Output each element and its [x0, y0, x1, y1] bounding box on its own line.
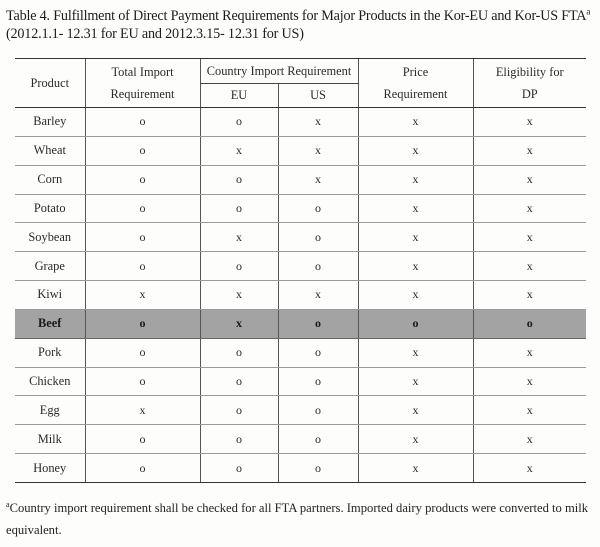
footnote-text: Country import requirement shall be checked for all FTA partners. Imported dairy products were converted to milk equivalent. — [6, 501, 589, 537]
eligibility-cell: x — [473, 223, 586, 252]
header-country-import-label: Country Import Requirement — [206, 63, 352, 78]
header-total-import-line1: Total Import — [111, 65, 174, 79]
total-import-cell: o — [85, 165, 200, 194]
price-cell: x — [358, 165, 473, 194]
eu-cell: o — [200, 396, 278, 425]
caption-superscript: a — [586, 6, 591, 17]
table-header — [15, 59, 586, 108]
eligibility-cell: x — [473, 194, 586, 223]
product-cell: Milk — [15, 425, 85, 454]
price-cell: x — [358, 223, 473, 252]
eu-cell: o — [200, 194, 278, 223]
eligibility-cell: x — [473, 165, 586, 194]
header-country-import — [200, 59, 358, 84]
table-row — [15, 367, 586, 396]
us-cell: x — [278, 165, 358, 194]
header-eu-label: EU — [230, 88, 248, 102]
table-caption — [6, 7, 592, 43]
total-import-cell: o — [85, 108, 200, 137]
eligibility-cell: x — [473, 454, 586, 483]
caption-line-2: (2012.1.1- 12.31 for EU and 2012.3.15- 12.31 for US) — [6, 26, 304, 42]
table-row — [15, 396, 586, 425]
eligibility-cell: x — [473, 136, 586, 165]
total-import-cell: o — [85, 425, 200, 454]
us-cell: o — [278, 252, 358, 281]
us-cell: o — [278, 309, 358, 338]
total-import-cell: x — [85, 396, 200, 425]
total-import-cell: o — [85, 136, 200, 165]
price-cell: x — [358, 136, 473, 165]
total-import-cell: o — [85, 252, 200, 281]
price-cell: x — [358, 367, 473, 396]
table-body — [15, 108, 586, 483]
product-cell: Egg — [15, 396, 85, 425]
eu-cell: x — [200, 281, 278, 310]
price-cell: x — [358, 108, 473, 137]
caption-title: Table 4. Fulfillment of Direct Payment Requirements for Major Products in the Kor-EU and Kor-US FTA — [6, 8, 587, 24]
us-cell: o — [278, 396, 358, 425]
header-eligibility — [473, 59, 586, 108]
header-product-label: Product — [30, 75, 70, 90]
price-cell: x — [358, 454, 473, 483]
eu-cell: x — [200, 223, 278, 252]
total-import-cell: o — [85, 338, 200, 367]
header-eligibility-line2: DP — [521, 87, 538, 101]
table-row — [15, 338, 586, 367]
table-row — [15, 108, 586, 137]
eligibility-cell: x — [473, 425, 586, 454]
eligibility-cell: x — [473, 252, 586, 281]
caption-line-1 — [6, 7, 592, 25]
product-cell: Kiwi — [15, 281, 85, 310]
eligibility-cell: x — [473, 281, 586, 310]
product-cell: Pork — [15, 338, 85, 367]
header-us-label: US — [310, 88, 326, 102]
table-row — [15, 223, 586, 252]
us-cell: o — [278, 367, 358, 396]
price-cell: x — [358, 252, 473, 281]
us-cell: o — [278, 194, 358, 223]
price-cell: x — [358, 194, 473, 223]
us-cell: x — [278, 281, 358, 310]
us-cell: o — [278, 223, 358, 252]
header-price — [358, 59, 473, 108]
eligibility-cell: x — [473, 367, 586, 396]
product-cell: Honey — [15, 454, 85, 483]
header-eligibility-line1: Eligibility for — [495, 65, 564, 79]
table-row — [15, 425, 586, 454]
header-price-line1: Price — [402, 65, 429, 79]
total-import-cell: x — [85, 281, 200, 310]
eligibility-cell: x — [473, 396, 586, 425]
table-row — [15, 281, 586, 310]
us-cell: x — [278, 108, 358, 137]
eu-cell: o — [200, 252, 278, 281]
header-total-import — [85, 59, 200, 108]
total-import-cell: o — [85, 309, 200, 338]
requirements-table — [15, 58, 586, 483]
eu-cell: o — [200, 165, 278, 194]
us-cell: o — [278, 454, 358, 483]
us-cell: x — [278, 136, 358, 165]
header-product — [15, 59, 85, 108]
total-import-cell: o — [85, 454, 200, 483]
product-cell: Potato — [15, 194, 85, 223]
eligibility-cell: x — [473, 338, 586, 367]
total-import-cell: o — [85, 223, 200, 252]
price-cell: x — [358, 425, 473, 454]
eu-cell: o — [200, 367, 278, 396]
table-row — [15, 309, 586, 338]
price-cell: x — [358, 338, 473, 367]
eu-cell: o — [200, 454, 278, 483]
header-us — [278, 84, 358, 108]
eu-cell: x — [200, 309, 278, 338]
eu-cell: o — [200, 338, 278, 367]
us-cell: o — [278, 338, 358, 367]
price-cell: x — [358, 396, 473, 425]
table-row — [15, 194, 586, 223]
price-cell: o — [358, 309, 473, 338]
product-cell: Soybean — [15, 223, 85, 252]
total-import-cell: o — [85, 194, 200, 223]
eu-cell: o — [200, 108, 278, 137]
eu-cell: o — [200, 425, 278, 454]
eligibility-cell: x — [473, 108, 586, 137]
table-row — [15, 136, 586, 165]
us-cell: o — [278, 425, 358, 454]
table-row — [15, 165, 586, 194]
product-cell: Grape — [15, 252, 85, 281]
table-row — [15, 454, 586, 483]
header-price-line2: Requirement — [383, 87, 448, 101]
eligibility-cell: o — [473, 309, 586, 338]
header-eu — [200, 84, 278, 108]
footnote-superscript: a — [6, 499, 10, 509]
product-cell: Chicken — [15, 367, 85, 396]
table-row — [15, 252, 586, 281]
product-cell: Beef — [15, 309, 85, 338]
eu-cell: x — [200, 136, 278, 165]
price-cell: x — [358, 281, 473, 310]
table-footnote — [6, 497, 594, 541]
product-cell: Wheat — [15, 136, 85, 165]
total-import-cell: o — [85, 367, 200, 396]
product-cell: Corn — [15, 165, 85, 194]
header-total-import-line2: Requirement — [110, 87, 175, 101]
product-cell: Barley — [15, 108, 85, 137]
